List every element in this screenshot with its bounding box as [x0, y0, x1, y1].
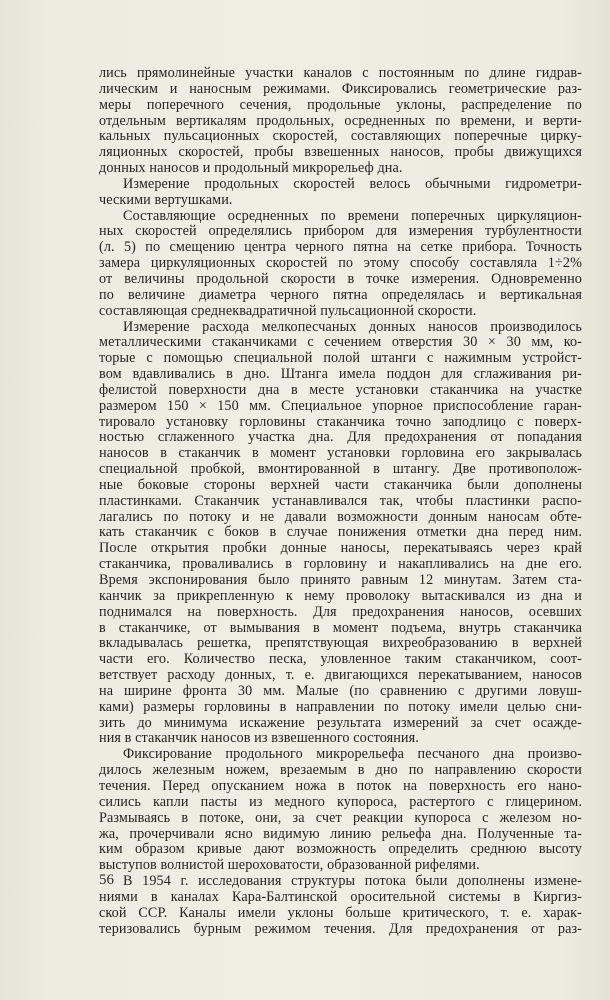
text-line: в стаканчике, от вымывания в момент подъема, внутрь стаканчика: [99, 620, 582, 636]
text-line: выступов волнистой шероховатости, образованной рифелями.: [99, 858, 480, 874]
text-line: теризовались бурным режимом течения. Для предохранения от раз-: [99, 921, 582, 937]
text-line: ниями в каналах Кара-Балтинской оросительной системы в Киргиз-: [99, 889, 582, 905]
paragraph-3: [99, 209, 582, 320]
paragraph-1: [99, 66, 582, 177]
text-line: ния в стаканчик наносов из взвешенного состояния.: [99, 731, 419, 747]
text-line: После открытия пробки донные наносы, перекатываясь через край: [99, 541, 582, 557]
text-line: ческими вертушками.: [99, 192, 233, 208]
text-line: ской ССР. Каналы имели уклоны больше критического, т. е. харак-: [99, 905, 582, 921]
text-line: лагались по потоку и не давали возможности донным наносам обте-: [99, 509, 582, 525]
text-line: ветствует расходу донных, т. е. двигающихся перекатыванием, наносов: [99, 668, 582, 684]
text-line: тировало установку горловины стаканчика точно заподлицо с поверх-: [99, 414, 582, 430]
text-line: от величины продольной скорости в точке измерения. Одновременно: [99, 271, 582, 287]
body-text: [99, 66, 582, 937]
text-line: Время экспонирования было принято равным 12 минутам. Затем ста-: [99, 573, 582, 588]
page-number: 56: [99, 872, 114, 888]
text-line: стаканчика, проваливались в горловину и накапливались на дне его.: [99, 557, 582, 573]
paragraph-6: [99, 874, 582, 937]
text-line: металлическими стаканчиками с сечением отверстия 30 × 30 мм, ко-: [99, 335, 582, 351]
text-line: кальных пульсационных скоростей, составляющих поперечные цирку-: [99, 129, 582, 145]
text-line: вом вдавливались в дно. Штанга имела поддон для сглаживания ри-: [99, 367, 582, 383]
text-line: вкладывалась решетка, препятствующая вихреобразованию в верхней: [99, 636, 582, 652]
text-line: размером 150 × 150 мм. Специальное упорное приспособление гаран-: [99, 398, 582, 414]
text-line: ные боковые стороны верхней части стаканчика были дополнены: [99, 477, 582, 493]
paragraph-2: [99, 177, 582, 209]
text-line: отдельным вертикалям продольных, осредненных по времени, и верти-: [99, 113, 582, 129]
text-line: В 1954 г. исследования структуры потока были дополнены измене-: [123, 874, 582, 890]
text-line: сились капли пасты из медного купороса, растертого с глицерином.: [99, 794, 582, 810]
text-line: на ширине фронта 30 мм. Малые (по сравнению с другими ловуш-: [99, 683, 582, 699]
text-line: Фиксирование продольного микрорельефа песчаного дна произво-: [123, 747, 582, 763]
text-line: ким образом кривые дают возможность определить среднюю высоту: [99, 842, 582, 858]
text-line: меры поперечного сечения, продольные уклоны, распределение по: [99, 97, 582, 113]
text-line: лическим и наносным режимами. Фиксировались геометрические раз-: [99, 81, 582, 97]
text-line: поднимался на поверхность. Для предохранения наносов, осевших: [99, 604, 582, 620]
text-line: специальной пробкой, вмонтированной в штангу. Две противополож-: [99, 462, 582, 478]
text-line: замера циркуляционных скоростей по этому способу составляла 1÷2%: [99, 256, 582, 272]
text-line: ностью сглаженного участка дна. Для предохранения от попадания: [99, 430, 582, 446]
text-line: составляющая среднеквадратичной пульсационной скорости.: [99, 303, 477, 319]
text-line: жа, прочерчивали ясно видимую линию рельефа дна. Полученные та-: [99, 826, 582, 842]
text-line: канчик за прикрепленную к нему проволоку вытаскивался из дна и: [99, 588, 582, 604]
paragraph-4: [99, 320, 582, 748]
text-line: донных наносов и продольный микрорельеф дна.: [99, 161, 403, 177]
text-line: пластинками. Стаканчик устанавливался так, чтобы пластинки распо-: [99, 493, 582, 509]
text-line: зить до минимума искажение результата измерений за счет осажде-: [99, 715, 582, 731]
text-line: наносов в стаканчик в момент установки горловина его закрывалась: [99, 446, 582, 462]
text-line: Составляющие осредненных по времени поперечных циркуляцион-: [123, 208, 582, 224]
text-line: кать стаканчик с боков в случае понижения отметки дна перед ним.: [99, 525, 582, 541]
paragraph-5: [99, 747, 582, 874]
text-line: по величине диаметра черного пятна определялась и вертикальная: [99, 287, 582, 303]
text-line: ных скоростей определялись прибором для измерения турбулентности: [99, 224, 582, 240]
text-line: (л. 5) по смещению центра черного пятна на сетке прибора. Точность: [99, 240, 582, 256]
text-line: части его. Количество песка, уловленное таким стаканчиком, соот-: [99, 652, 582, 668]
text-line: ляционных скоростей, пробы взвешенных наносов, пробы движущихся: [99, 145, 582, 161]
text-line: Измерение продольных скоростей велось обычными гидрометри-: [123, 176, 582, 192]
text-line: дилось железным ножем, врезаемым в дно по направлению скорости: [99, 763, 582, 779]
text-line: фелистой поверхности дна в месте установки стаканчика на участке: [99, 382, 582, 398]
text-line: Размываясь в потоке, они, за счет реакции купороса с железом но-: [99, 810, 582, 826]
text-line: Измерение расхода мелкопесчаных донных наносов производилось: [123, 319, 582, 335]
text-line: ками) размеры горловины в направлении по потоку имели целью сни-: [99, 699, 582, 715]
text-line: течения. Перед опусканием ножа в поток на поверхность его нано-: [99, 778, 582, 794]
text-line: лись прямолинейные участки каналов с постоянным по длине гидрав-: [99, 66, 582, 81]
text-line: торые с помощью специальной полой штанги с нажимным устройст-: [99, 351, 582, 367]
